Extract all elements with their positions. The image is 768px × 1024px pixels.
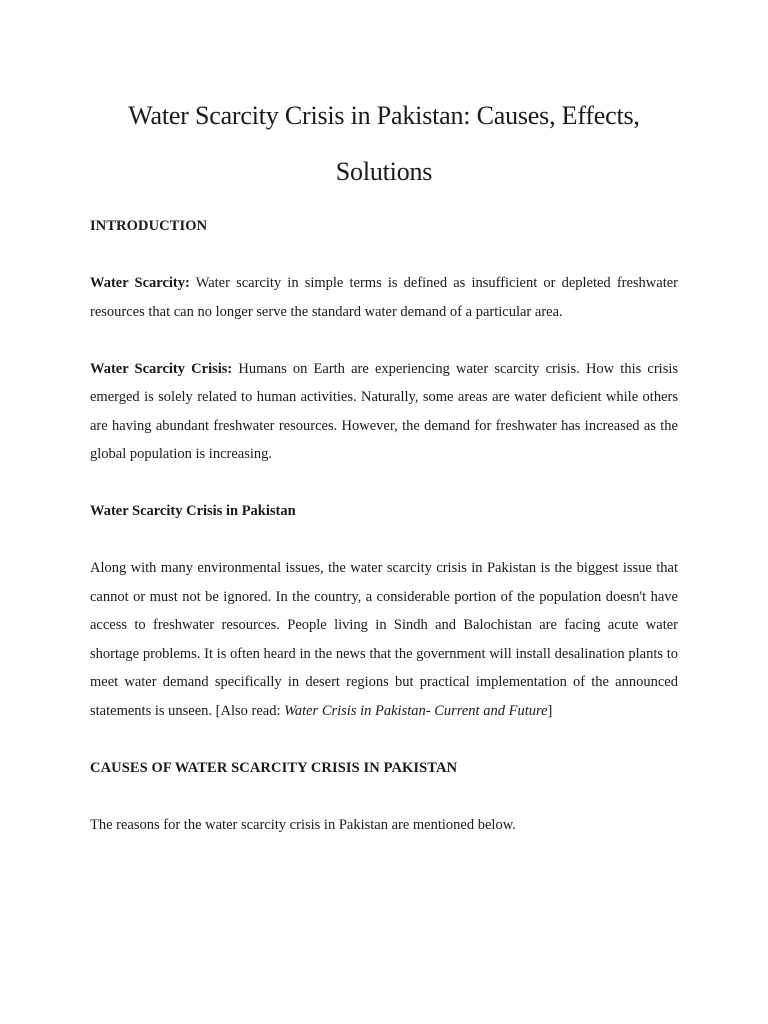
spacer	[90, 782, 678, 811]
spacer	[90, 469, 678, 498]
spacer	[90, 241, 678, 270]
paragraph-water-scarcity	[90, 269, 678, 326]
paragraph-causes-intro: The reasons for the water scarcity crisis in Pakistan are mentioned below.	[90, 816, 516, 833]
document-title: Water Scarcity Crisis in Pakistan: Causes, Effects, Solutions	[128, 101, 640, 186]
paragraph-water-scarcity-crisis	[90, 355, 678, 469]
paragraph-pakistan-crisis	[90, 554, 678, 725]
paragraph-body-pakistan-crisis: Along with many environmental issues, the water scarcity crisis in Pakistan is the biggest issue that cannot or must not be ignored. In the country, a considerable portion of the population doesn't have access to freshwater resources. People living in Sindh and Balochistan are facing acute water shortage problems. It is often heard in the news that the government will install desalination plants to meet water demand specifically in desert regions but practical implementation of the announced statements is unseen. [Also read:	[90, 560, 678, 719]
section-heading-pakistan: Water Scarcity Crisis in Pakistan	[90, 503, 296, 519]
section-heading-introduction: INTRODUCTION	[90, 218, 208, 234]
paragraph-body-water-scarcity-crisis: Humans on Earth are experiencing water scarcity crisis. How this crisis emerged is solely related to human activities. Naturally, some areas are water deficient while others are having abundant freshwater resources. However, the demand for freshwater has increased as the global population is increasing.	[90, 360, 679, 462]
paragraph-lead-water-scarcity: Water Scarcity:	[90, 275, 190, 291]
spacer	[90, 326, 678, 355]
paragraph-body-water-scarcity: Water scarcity in simple terms is defined as insufficient or depleted freshwater resources that can no longer serve the standard water demand of a particular area.	[90, 275, 679, 320]
section-heading-causes: CAUSES OF WATER SCARCITY CRISIS IN PAKISTAN	[90, 759, 458, 776]
paragraph-lead-water-scarcity-crisis: Water Scarcity Crisis:	[90, 360, 233, 377]
spacer	[90, 526, 678, 555]
spacer	[90, 725, 678, 754]
paragraph-close-bracket: ]	[547, 702, 553, 719]
also-read-link[interactable]: Water Crisis in Pakistan- Current and Future	[284, 702, 548, 719]
